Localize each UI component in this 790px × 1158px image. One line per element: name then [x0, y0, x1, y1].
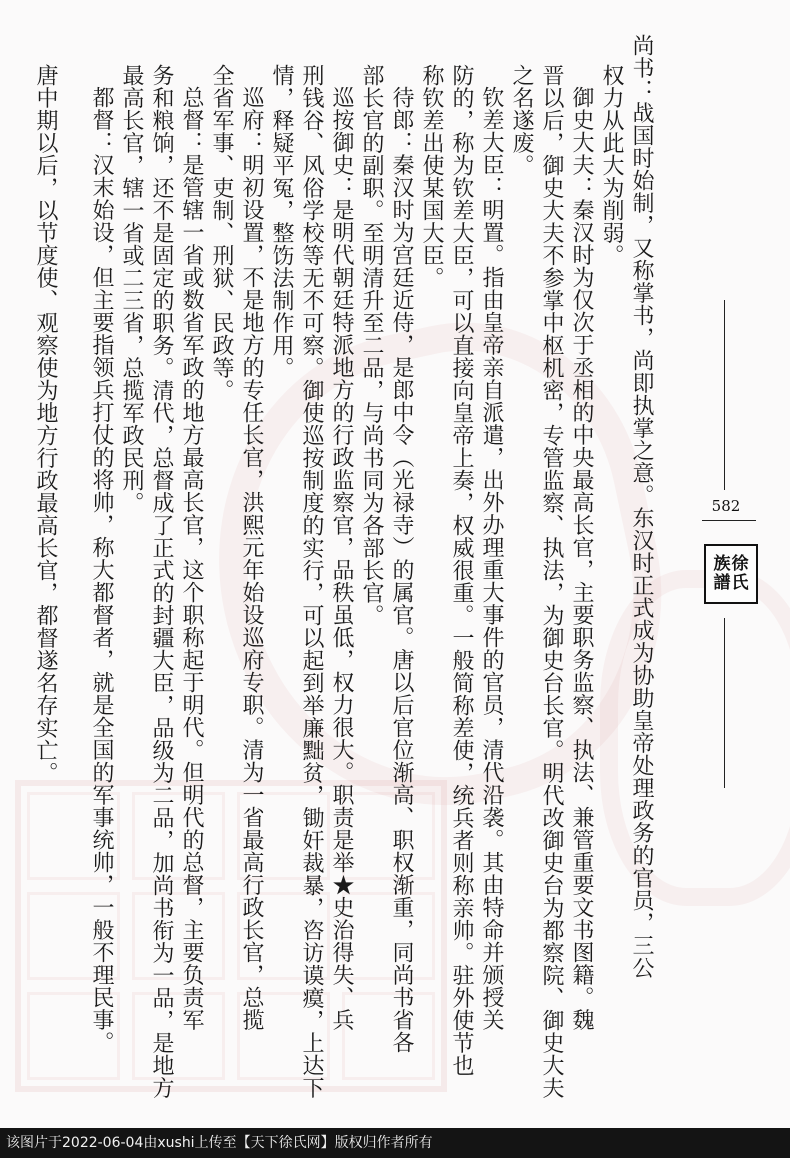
- text-column: 御史大夫：秦汉时为仅次于丞相的中央最高长官，主要职务监察、执法、兼管重要文书图籍。魏: [569, 86, 594, 1031]
- logo-char: 氏: [731, 573, 749, 593]
- page-number-underline: [702, 520, 756, 521]
- logo-column-right: [732, 555, 749, 593]
- text-column: 钦差大臣：明置。指由皇帝亲自派遣，出外办理重大事件的官员，清代沿袭。其由特命并颁授关: [479, 86, 504, 1031]
- page-number: 582: [711, 497, 741, 515]
- logo-char: 徐: [731, 554, 749, 574]
- text-column: 防的，称为钦差大臣，可以直接向皇帝上奏，权威很重。一般简称差使，统兵者则称亲帅。驻外使节也: [449, 64, 474, 1077]
- logo-column-left: [714, 555, 731, 593]
- watermark-seal-stamp: [15, 780, 447, 1092]
- upload-caption-bar: 该图片于2022-06-04由xushi上传至【天下徐氏网】版权归作者所有: [0, 1128, 790, 1158]
- logo-char: 族: [713, 554, 731, 574]
- text-column: 称钦差出使某国大臣。: [419, 64, 444, 289]
- genealogy-logo: [704, 544, 758, 604]
- text-column: 唐中期以后，以节度使、观察使为地方行政最高长官，都督遂名存实亡。: [33, 64, 58, 784]
- text-column: 总督：是管辖一省或数省军政的地方最高长官，这个职称起于明代。但明代的总督，主要负责军: [179, 86, 204, 1031]
- text-column: 都督：汉末始设，但主要指领兵打仗的将帅，称大都督者，就是全国的军事统帅，一般不理民事。: [89, 86, 114, 1054]
- text-column: 最高长官，辖一省或二三省，总揽军政民刑。: [119, 64, 144, 514]
- logo-char: 譜: [713, 573, 731, 593]
- text-column: 刑钱谷、风俗学校等无不可察。御使巡按制度的实行，可以起到举廉黜贫，锄奸裁暴，咨访谟瘼，上达下: [299, 64, 324, 1099]
- header-rule-top: [724, 300, 725, 490]
- text-column: 之名遂废。: [509, 64, 534, 177]
- text-column: 情，释疑平冤，整饬法制作用。: [269, 64, 294, 379]
- text-column: 巡府：明初设置，不是地方的专任长官，洪熙元年始设巡府专职。清为一省最高行政长官，总揽: [239, 86, 264, 1031]
- text-column: 巡按御史：是明代朝廷特派地方的行政监察官，品秩虽低，权力很大。职责是举★史治得失、兵: [329, 86, 354, 1031]
- text-column: 晋以后，御史大夫不参掌中枢机密，专管监察、执法，为御史台长官。明代改御史台为都察院、御史大夫: [539, 64, 564, 1099]
- text-column: 待郎：秦汉时为宫廷近侍，是郎中令（光禄寺）的属官。唐以后官位渐高、职权渐重，同尚书省各: [389, 86, 414, 1054]
- text-column: 部长官的副职。至明清升至二品，与尚书同为各部长官。: [359, 64, 384, 627]
- text-column: 尚书：战国时始制，又称掌书，尚即执掌之意。东汉时正式成为协助皇帝处理政务的官员，三公: [629, 34, 654, 979]
- text-column: 权力从此大为削弱。: [599, 64, 624, 267]
- text-column: 全省军事、吏制、刑狱、民政等。: [209, 64, 234, 402]
- header-rule-bottom: [724, 618, 725, 788]
- text-column: 务和粮饷，还不是固定的职务。清代，总督成了正式的封疆大臣，品级为二品，加尚书衔为一品，是地方: [149, 64, 174, 1099]
